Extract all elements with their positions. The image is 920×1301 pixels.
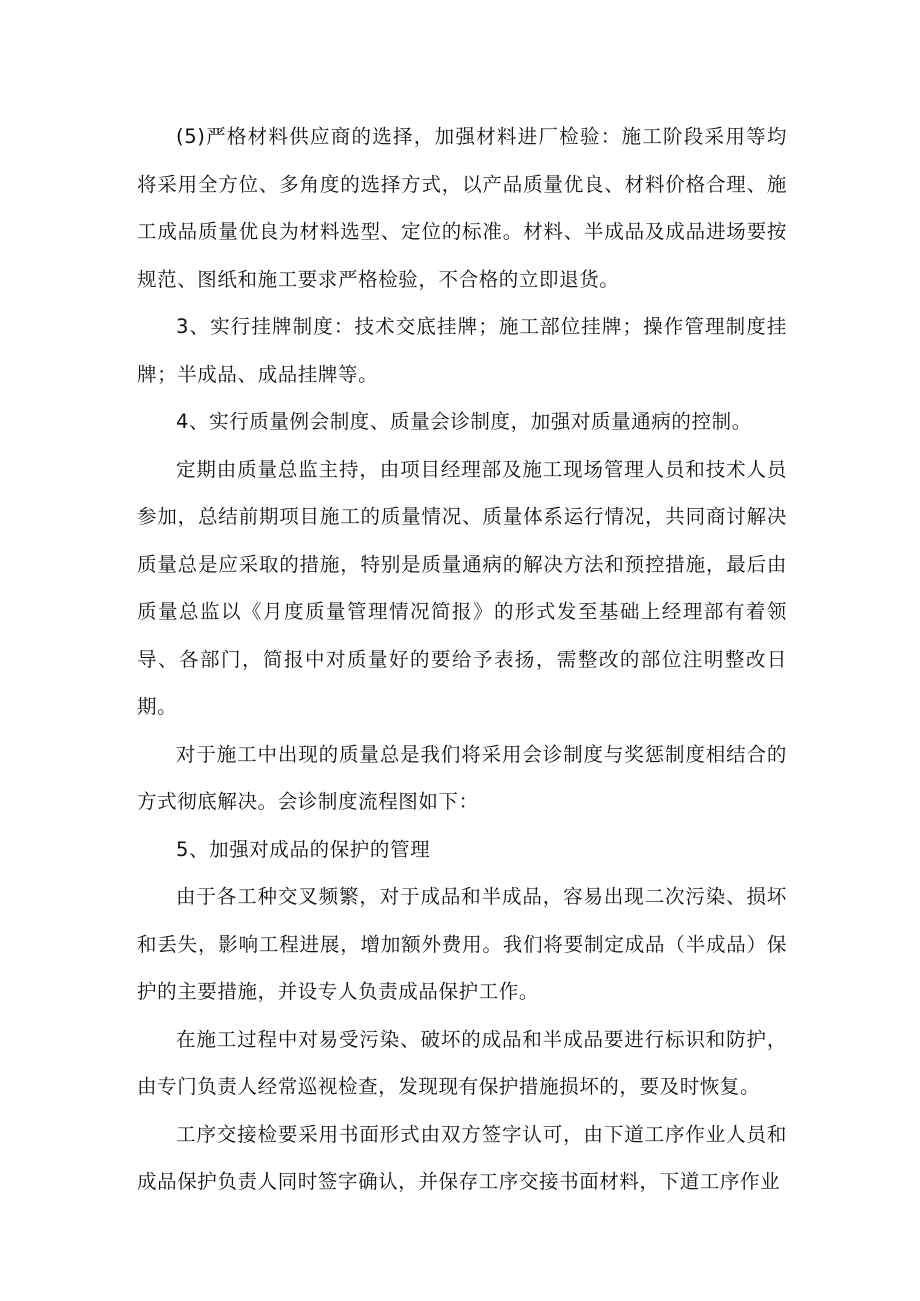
paragraph-consultation: 对于施工中出现的质量总是我们将采用会诊制度与奖惩制度相结合的方式彻底解决。会诊制度流程图如下： — [137, 742, 787, 813]
paragraph-handover-check: 工序交接检要采用书面形式由双方签字认可，由下道工序作业人员和成品保护负责人同时签字确认，并保存工序交接书面材料，下道工序作业 — [137, 1122, 787, 1193]
paragraph-quality-meeting: 4、实行质量例会制度、质量会诊制度，加强对质量通病的控制。 — [176, 410, 752, 433]
paragraph-marking-protection: 在施工过程中对易受污染、破坏的成品和半成品要进行标识和防护，由专门负责人经常巡视检查，发现现有保护措施损坏的，要及时恢复。 — [137, 1027, 787, 1098]
paragraph-product-protection-heading: 5、加强对成品的保护的管理 — [176, 837, 431, 861]
paragraph-quality-director: 定期由质量总监主持，由项目经理部及施工现场管理人员和技术人员参加，总结前期项目施工的质量情况、质量体系运行情况，共同商讨解决质量总是应采取的措施，特别是质量通病的解决方法和预控措施，最后由质量总监以《月度质量管理情况简报》的形式发至基础上经理部有着领导、各部门，简报中对质量好的要给予表扬，需整改的部位注明整改日期。 — [137, 457, 787, 718]
paragraph-cross-work: 由于各工种交叉频繁，对于成品和半成品，容易出现二次污染、损坏和丢失，影响工程进展，增加额外费用。我们将要制定成品（半成品）保护的主要措施，并设专人负责成品保护工作。 — [137, 885, 787, 1003]
paragraph-material-supplier: (5)严格材料供应商的选择，加强材料进厂检验：施工阶段采用等均将采用全方位、多角度的选择方式，以产品质量优良、材料价格合理、施工成品质量优良为材料选型、定位的标准。材料、半成品及成品进场要按规范、图纸和施工要求严格检验，不合格的立即退货。 — [137, 125, 787, 291]
paragraph-signage-system: 3、实行挂牌制度：技术交底挂牌；施工部位挂牌；操作管理制度挂牌；半成品、成品挂牌等。 — [137, 315, 787, 386]
document-body — [137, 113, 787, 1206]
